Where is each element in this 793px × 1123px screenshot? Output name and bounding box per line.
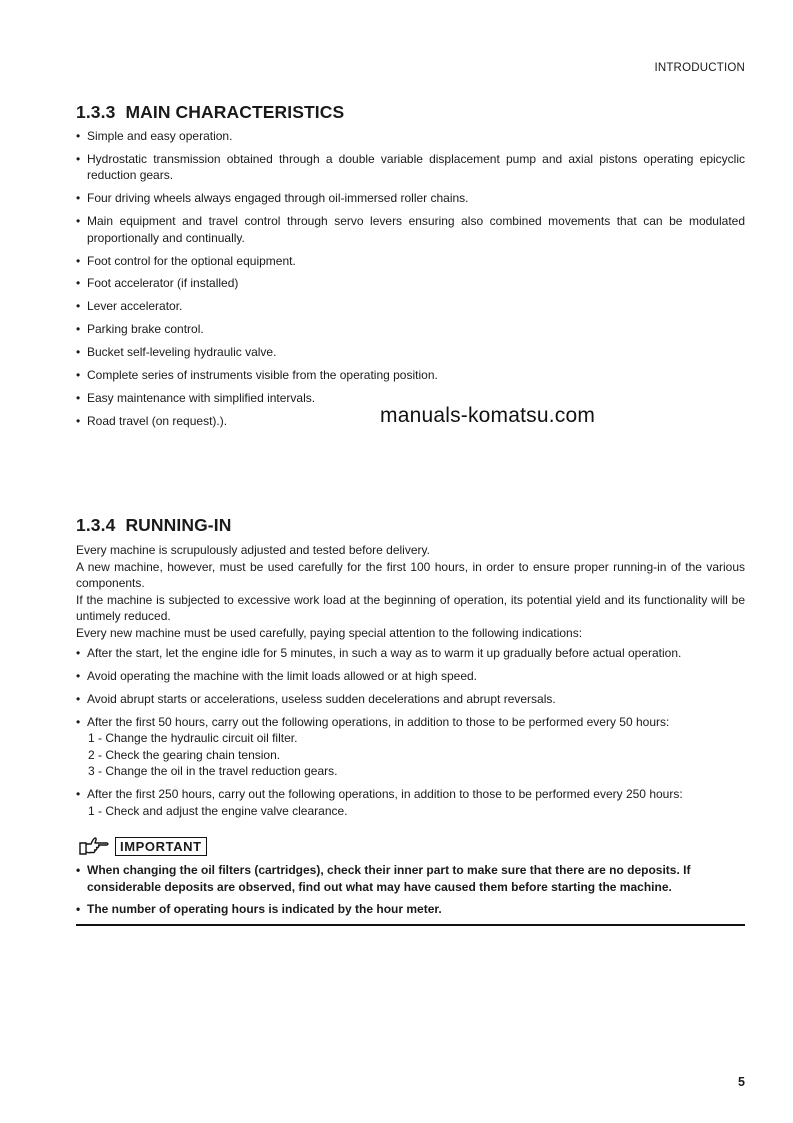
paragraph: A new machine, however, must be used carefully for the first 100 hours, in order to ensure proper running-in of the various components. xyxy=(76,559,745,590)
section-title: RUNNING-IN xyxy=(125,515,232,535)
list-item-text: After the first 250 hours, carry out the following operations, in addition to those to be performed every 250 hours: xyxy=(87,787,683,802)
list-item: • Road travel (on request).). xyxy=(76,413,745,430)
important-item: • The number of operating hours is indicated by the hour meter. xyxy=(76,901,745,918)
list-item: • Hydrostatic transmission obtained through a double variable displacement pump and axial pistons operating epicyclic reduction gears. xyxy=(76,151,745,184)
list-item: • Foot accelerator (if installed) xyxy=(76,275,745,292)
list-item-text: Avoid operating the machine with the limit loads allowed or at high speed. xyxy=(87,668,478,683)
running-in-list xyxy=(76,645,745,825)
sub-step: 3 - Change the oil in the travel reduction gears. xyxy=(88,764,338,779)
sub-step: 2 - Check the gearing chain tension. xyxy=(88,747,281,762)
section-title: MAIN CHARACTERISTICS xyxy=(125,102,345,122)
list-item: • Four driving wheels always engaged through oil-immersed roller chains. xyxy=(76,190,745,207)
list-item: • Easy maintenance with simplified intervals. xyxy=(76,390,745,407)
list-item: • Foot control for the optional equipment. xyxy=(76,253,745,270)
section-heading-main-characteristics xyxy=(76,102,344,123)
pointing-hand-icon xyxy=(78,835,110,857)
watermark-text: manuals-komatsu.com xyxy=(380,404,596,427)
section-number: 1.3.3 xyxy=(76,102,116,122)
running-header: INTRODUCTION xyxy=(654,62,745,74)
list-item: • Lever accelerator. xyxy=(76,298,745,315)
important-item: • When changing the oil filters (cartridges), check their inner part to make sure that there are no deposits. If considerable deposits are observed, find out what may have caused them before starting the machine. xyxy=(76,862,745,895)
list-item: • Main equipment and travel control through servo levers ensuring also combined movements that can be modulated proportionally and continually. xyxy=(76,213,745,246)
important-label: IMPORTANT xyxy=(115,837,207,856)
list-item xyxy=(76,691,745,708)
paragraph: If the machine is subjected to excessive work load at the beginning of operation, its potential yield and its functionality will be untimely reduced. xyxy=(76,592,745,623)
list-item: • Simple and easy operation. xyxy=(76,128,745,145)
section-divider xyxy=(76,924,745,926)
sub-step: 1 - Check and adjust the engine valve clearance. xyxy=(88,803,348,818)
list-item: • Parking brake control. xyxy=(76,321,745,338)
list-item: • Bucket self-leveling hydraulic valve. xyxy=(76,344,745,361)
characteristics-list xyxy=(76,128,745,436)
list-item-text: Avoid abrupt starts or accelerations, useless sudden decelerations and abrupt reversals. xyxy=(87,691,556,706)
list-item xyxy=(76,645,745,662)
section-heading-running-in xyxy=(76,515,231,536)
list-item: • Complete series of instruments visible from the operating position. xyxy=(76,367,745,384)
list-item xyxy=(76,714,745,780)
list-item xyxy=(76,668,745,685)
sub-step: 1 - Change the hydraulic circuit oil filter. xyxy=(88,731,298,746)
list-item-text: After the start, let the engine idle for 5 minutes, in such a way as to warm it up gradually before actual operation. xyxy=(87,646,682,660)
section-number: 1.3.4 xyxy=(76,515,116,535)
important-notice-header xyxy=(78,835,207,857)
paragraph: Every machine is scrupulously adjusted and tested before delivery. xyxy=(76,543,430,557)
list-item xyxy=(76,786,745,819)
paragraph: Every new machine must be used carefully, paying special attention to the following indications: xyxy=(76,625,583,640)
page-number: 5 xyxy=(738,1075,745,1089)
important-list xyxy=(76,862,745,924)
list-item-text: After the first 50 hours, carry out the following operations, in addition to those to be performed every 50 hours: xyxy=(87,714,670,729)
running-in-intro xyxy=(76,542,745,641)
